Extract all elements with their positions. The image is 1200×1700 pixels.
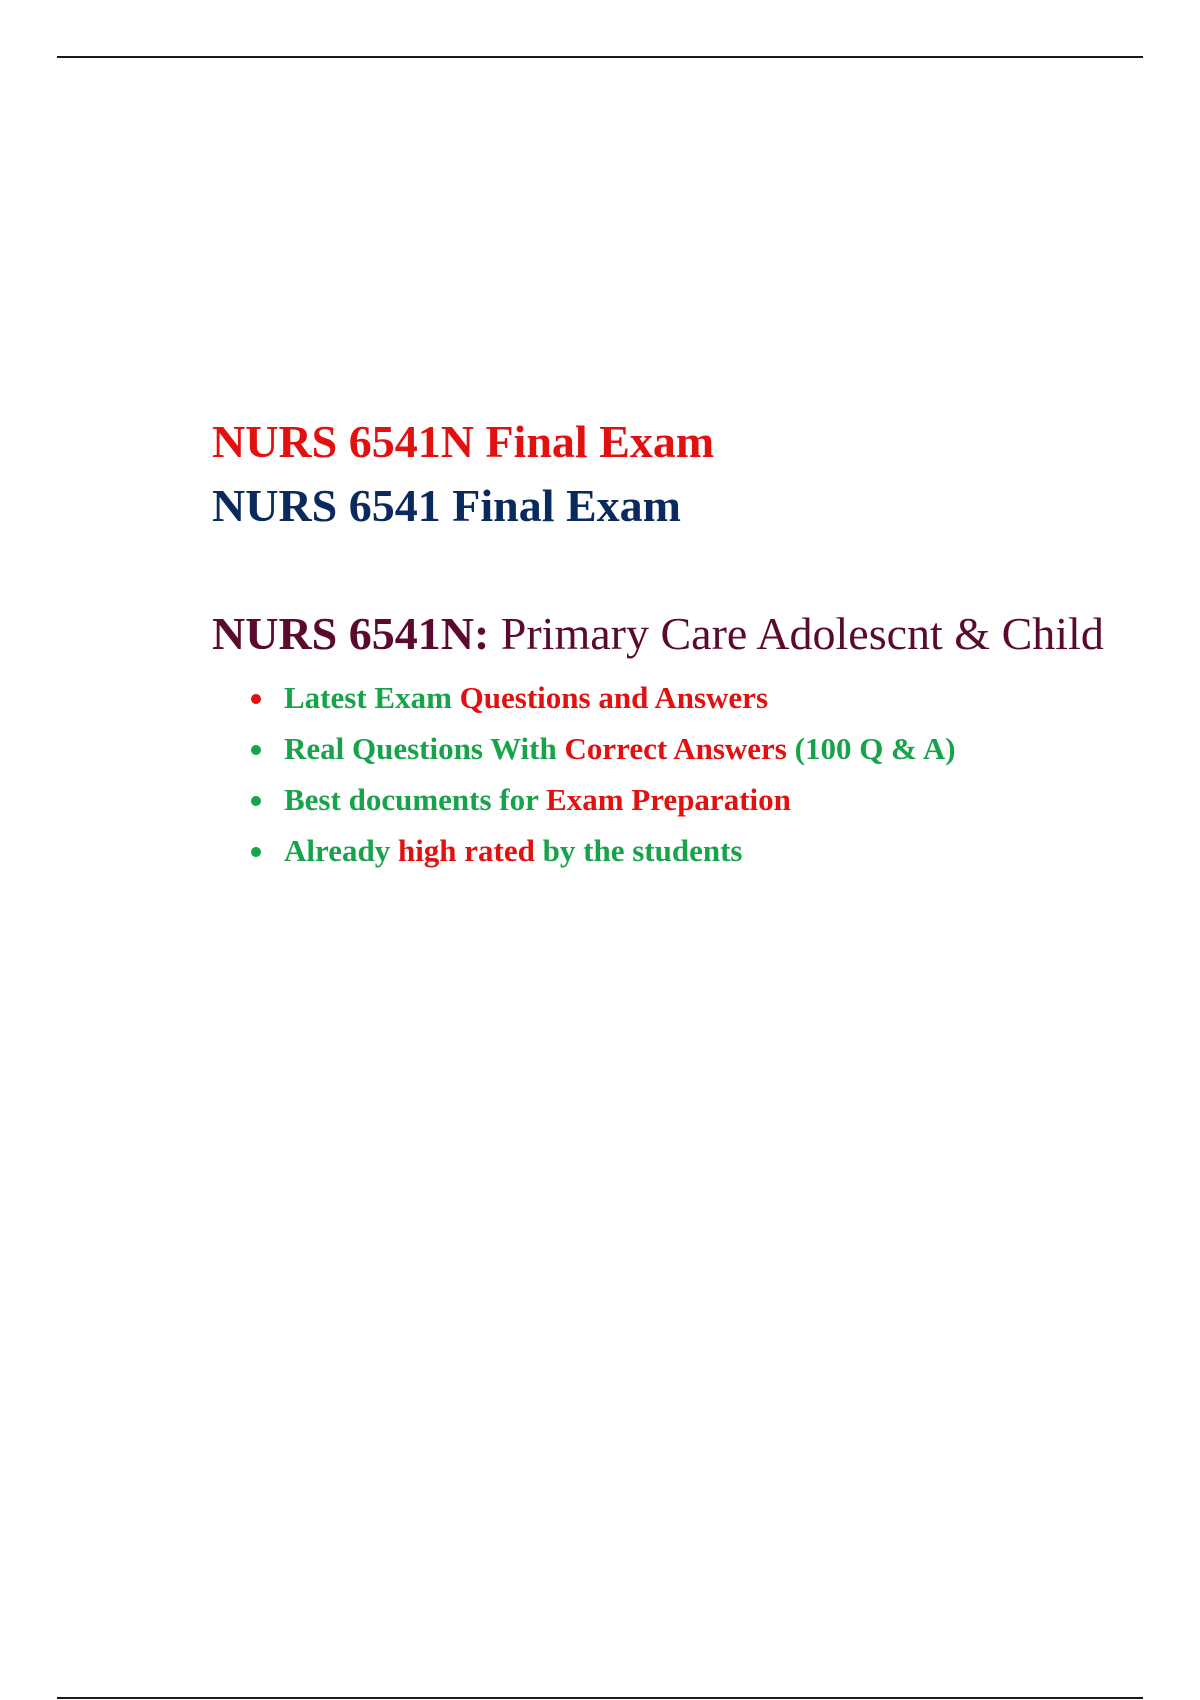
feature-text-green: (100 Q & A) [794, 731, 956, 766]
feature-item [248, 723, 1152, 774]
feature-text-green: by the students [542, 833, 743, 868]
bullet-icon [251, 745, 261, 755]
feature-text-red: Questions and Answers [459, 680, 769, 715]
document-content [212, 410, 1152, 876]
feature-text-red: Exam Preparation [546, 782, 791, 817]
feature-text-green: Already [284, 833, 391, 868]
bottom-rule [57, 1697, 1143, 1699]
feature-list [212, 672, 1152, 876]
course-line [212, 604, 1152, 664]
feature-text-green: Best documents for [284, 782, 539, 817]
bullet-icon [251, 847, 261, 857]
feature-item [248, 774, 1152, 825]
feature-text-green: Real Questions With [284, 731, 557, 766]
feature-item [248, 825, 1152, 876]
feature-text-red: Correct Answers [564, 731, 787, 766]
bullet-icon [251, 796, 261, 806]
course-code: NURS 6541N: [212, 608, 490, 659]
top-rule [57, 56, 1143, 58]
feature-text-red: high rated [397, 833, 535, 868]
title-secondary: NURS 6541 Final Exam [212, 480, 681, 531]
course-name: Primary Care Adolescnt & Child [500, 608, 1104, 659]
title-primary: NURS 6541N Final Exam [212, 416, 715, 467]
bullet-icon [251, 694, 261, 704]
feature-text-green: Latest Exam [284, 680, 452, 715]
feature-item [248, 672, 1152, 723]
